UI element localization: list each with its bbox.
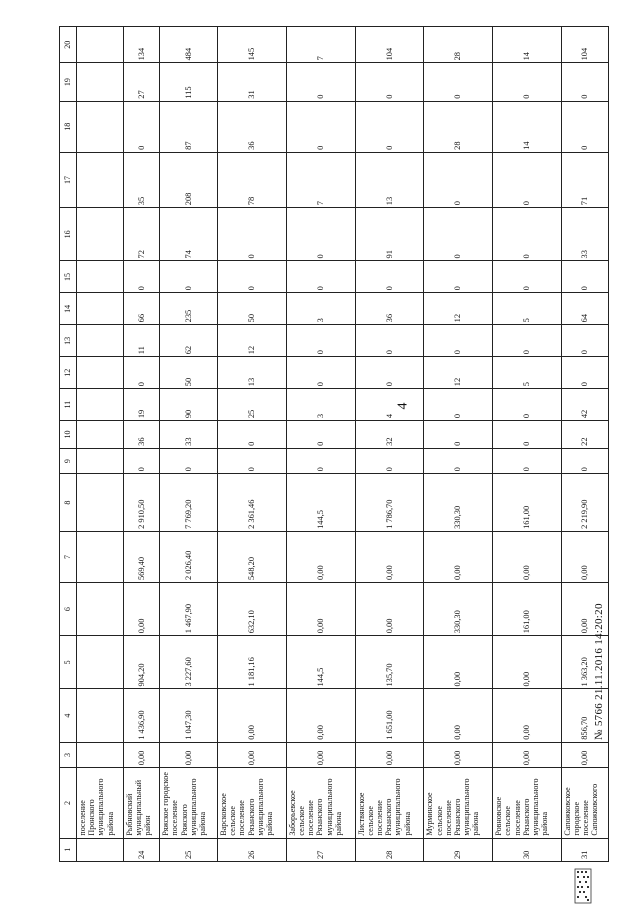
value-cell: 0: [286, 261, 355, 293]
value-cell: 0,00: [493, 689, 562, 742]
value-cell: 7 769,20: [160, 474, 218, 532]
value-cell: 13: [218, 357, 287, 389]
value-cell: 14: [493, 27, 562, 63]
municipality-name-cell: Заборьевское сельское поселение Рязанского муниципального района: [286, 768, 355, 838]
column-header: 10: [60, 421, 77, 449]
row-number-cell: 29: [424, 838, 493, 861]
column-header: 7: [60, 531, 77, 582]
value-cell: 0: [286, 357, 355, 389]
value-cell: 330,30: [424, 583, 493, 636]
value-cell: 0,00: [286, 531, 355, 582]
value-cell: 72: [124, 208, 160, 261]
value-cell: [77, 448, 124, 474]
value-cell: 1 651,00: [355, 689, 424, 742]
value-cell: [77, 636, 124, 689]
value-cell: 0,00: [286, 689, 355, 742]
column-header: 1: [60, 838, 77, 861]
value-cell: 0: [493, 63, 562, 101]
column-header: 8: [60, 474, 77, 532]
column-header: 16: [60, 208, 77, 261]
value-cell: 11: [124, 325, 160, 357]
row-number-cell: [77, 838, 124, 861]
value-cell: 3: [286, 389, 355, 421]
value-cell: 0: [355, 101, 424, 152]
column-header: 15: [60, 261, 77, 293]
value-cell: 0: [286, 421, 355, 449]
value-cell: 0: [124, 357, 160, 389]
rotated-table-container: [59, 26, 609, 862]
column-header: 13: [60, 325, 77, 357]
value-cell: 35: [124, 152, 160, 207]
value-cell: 0: [493, 421, 562, 449]
value-cell: 50: [218, 293, 287, 325]
table-row: [124, 27, 160, 862]
value-cell: 33: [160, 421, 218, 449]
registration-stamp: № 5766 21.11.2016 14:20:20: [593, 603, 605, 740]
value-cell: 74: [160, 208, 218, 261]
table-row: [77, 27, 124, 862]
value-cell: 144,5: [286, 636, 355, 689]
value-cell: [77, 261, 124, 293]
value-cell: 0: [561, 357, 608, 389]
value-cell: 0: [286, 101, 355, 152]
value-cell: 0: [561, 325, 608, 357]
value-cell: 0: [124, 261, 160, 293]
value-cell: 134: [124, 27, 160, 63]
municipality-name-cell: Мурминское сельское поселение Рязанского муниципального района: [424, 768, 493, 838]
value-cell: 31: [218, 63, 287, 101]
value-cell: 0,00: [493, 742, 562, 768]
value-cell: 19: [124, 389, 160, 421]
value-cell: [77, 474, 124, 532]
page-number: 4: [395, 402, 411, 410]
row-number-cell: 30: [493, 838, 562, 861]
value-cell: 3: [286, 293, 355, 325]
value-cell: 14: [493, 101, 562, 152]
value-cell: 25: [218, 389, 287, 421]
value-cell: 0,00: [286, 742, 355, 768]
table-body: [77, 27, 609, 862]
value-cell: 0,00: [286, 583, 355, 636]
column-header: 20: [60, 27, 77, 63]
value-cell: 145: [218, 27, 287, 63]
value-cell: 115: [160, 63, 218, 101]
value-cell: 22: [561, 421, 608, 449]
value-cell: 161,00: [493, 583, 562, 636]
value-cell: 87: [160, 101, 218, 152]
value-cell: 0,00: [424, 742, 493, 768]
value-cell: 0: [424, 389, 493, 421]
value-cell: 0: [355, 261, 424, 293]
value-cell: [77, 325, 124, 357]
value-cell: 0: [561, 261, 608, 293]
value-cell: 161,00: [493, 474, 562, 532]
value-cell: 0,00: [493, 531, 562, 582]
value-cell: 0: [561, 63, 608, 101]
value-cell: 28: [424, 27, 493, 63]
value-cell: 0,00: [561, 742, 608, 768]
value-cell: 0: [286, 208, 355, 261]
column-header: 3: [60, 742, 77, 768]
value-cell: 0: [493, 325, 562, 357]
municipality-name-cell: Листвянское сельское поселение Рязанского муниципального района: [355, 768, 424, 838]
value-cell: 0,00: [424, 689, 493, 742]
value-cell: 12: [218, 325, 287, 357]
value-cell: 0: [561, 101, 608, 152]
value-cell: 0: [424, 448, 493, 474]
value-cell: 5: [493, 293, 562, 325]
column-header: 6: [60, 583, 77, 636]
value-cell: 0,00: [424, 636, 493, 689]
value-cell: 7: [286, 152, 355, 207]
column-header: 18: [60, 101, 77, 152]
value-cell: 71: [561, 152, 608, 207]
value-cell: 0: [493, 152, 562, 207]
row-number-cell: 26: [218, 838, 287, 861]
value-cell: [77, 152, 124, 207]
column-header: 4: [60, 689, 77, 742]
value-cell: 62: [160, 325, 218, 357]
value-cell: 0,00: [424, 531, 493, 582]
municipality-name-cell: поселение Пронского муниципального района: [77, 768, 124, 838]
value-cell: 0,00: [355, 583, 424, 636]
value-cell: 104: [561, 27, 608, 63]
value-cell: 0,00: [561, 583, 608, 636]
value-cell: 0: [355, 448, 424, 474]
value-cell: 0: [218, 448, 287, 474]
value-cell: 484: [160, 27, 218, 63]
municipality-name-cell: Сапожковское городское поселение Сапожковского: [561, 768, 608, 838]
value-cell: 0: [218, 421, 287, 449]
value-cell: 0,00: [493, 636, 562, 689]
value-cell: 32: [355, 421, 424, 449]
value-cell: 569,40: [124, 531, 160, 582]
municipality-name-cell: Ровновское сельское поселение Рязанского муниципального района: [493, 768, 562, 838]
value-cell: 0: [218, 208, 287, 261]
row-number-cell: 28: [355, 838, 424, 861]
municipality-name-cell: Варсковское сельское поселение Рязанского муниципального района: [218, 768, 287, 838]
value-cell: 4: [355, 389, 424, 421]
value-cell: 0: [493, 261, 562, 293]
value-cell: 2 026,40: [160, 531, 218, 582]
value-cell: [77, 27, 124, 63]
table-row: [160, 27, 218, 862]
value-cell: 0: [424, 152, 493, 207]
value-cell: [77, 689, 124, 742]
column-header: 12: [60, 357, 77, 389]
value-cell: [77, 63, 124, 101]
column-header: 19: [60, 63, 77, 101]
value-cell: 0: [355, 357, 424, 389]
value-cell: 235: [160, 293, 218, 325]
value-cell: 856,70: [561, 689, 608, 742]
value-cell: 2 219,90: [561, 474, 608, 532]
row-number-cell: 25: [160, 838, 218, 861]
value-cell: [77, 742, 124, 768]
value-cell: 0,00: [355, 742, 424, 768]
column-header: 17: [60, 152, 77, 207]
value-cell: [77, 583, 124, 636]
value-cell: 0: [424, 261, 493, 293]
value-cell: [77, 389, 124, 421]
value-cell: 0: [424, 421, 493, 449]
value-cell: 0,00: [561, 531, 608, 582]
value-cell: 12: [424, 293, 493, 325]
value-cell: 0: [124, 448, 160, 474]
value-cell: 0,00: [124, 583, 160, 636]
value-cell: 0,00: [218, 689, 287, 742]
row-number-cell: 27: [286, 838, 355, 861]
value-cell: 2 361,46: [218, 474, 287, 532]
value-cell: 27: [124, 63, 160, 101]
value-cell: 33: [561, 208, 608, 261]
value-cell: 632,10: [218, 583, 287, 636]
value-cell: 0: [493, 448, 562, 474]
value-cell: 1 047,30: [160, 689, 218, 742]
value-cell: 42: [561, 389, 608, 421]
column-header: 2: [60, 768, 77, 838]
barcode-stamp-icon: [574, 868, 592, 904]
value-cell: 1 786,70: [355, 474, 424, 532]
value-cell: 330,30: [424, 474, 493, 532]
value-cell: 7: [286, 27, 355, 63]
table-row: [286, 27, 355, 862]
column-header: 9: [60, 448, 77, 474]
column-header: 11: [60, 389, 77, 421]
table-row: [218, 27, 287, 862]
value-cell: 0: [424, 63, 493, 101]
value-cell: 90: [160, 389, 218, 421]
value-cell: 0: [286, 448, 355, 474]
value-cell: 78: [218, 152, 287, 207]
value-cell: 548,20: [218, 531, 287, 582]
value-cell: 66: [124, 293, 160, 325]
value-cell: 208: [160, 152, 218, 207]
value-cell: [77, 421, 124, 449]
value-cell: [77, 101, 124, 152]
value-cell: 36: [124, 421, 160, 449]
value-cell: 0: [424, 208, 493, 261]
value-cell: 5: [493, 357, 562, 389]
value-cell: 0: [286, 325, 355, 357]
value-cell: 0,00: [160, 742, 218, 768]
table-row: [355, 27, 424, 862]
value-cell: [77, 208, 124, 261]
value-cell: 144,5: [286, 474, 355, 532]
value-cell: 104: [355, 27, 424, 63]
value-cell: 1 181,16: [218, 636, 287, 689]
value-cell: [77, 293, 124, 325]
value-cell: 2 910,50: [124, 474, 160, 532]
column-header: 5: [60, 636, 77, 689]
value-cell: 50: [160, 357, 218, 389]
value-cell: 12: [424, 357, 493, 389]
value-cell: 91: [355, 208, 424, 261]
municipality-name-cell: Ряжское городское поселение Ряжского муниципального района: [160, 768, 218, 838]
value-cell: 0: [124, 101, 160, 152]
column-header: 14: [60, 293, 77, 325]
value-cell: 0: [218, 261, 287, 293]
value-cell: 36: [355, 293, 424, 325]
value-cell: [77, 531, 124, 582]
value-cell: 0: [160, 448, 218, 474]
value-cell: 64: [561, 293, 608, 325]
value-cell: 0: [424, 325, 493, 357]
value-cell: [77, 357, 124, 389]
table-row: [493, 27, 562, 862]
value-cell: 0: [160, 261, 218, 293]
value-cell: 0,00: [218, 742, 287, 768]
value-cell: 1 436,90: [124, 689, 160, 742]
value-cell: 0: [493, 208, 562, 261]
value-cell: 36: [218, 101, 287, 152]
value-cell: 0: [355, 63, 424, 101]
value-cell: 0: [286, 63, 355, 101]
data-table: [59, 26, 609, 862]
value-cell: 0,00: [124, 742, 160, 768]
value-cell: 28: [424, 101, 493, 152]
value-cell: 0,00: [355, 531, 424, 582]
value-cell: 904,20: [124, 636, 160, 689]
value-cell: 0: [355, 325, 424, 357]
municipality-name-cell: Рыбновский муниципальный район: [124, 768, 160, 838]
header-row: [60, 27, 77, 862]
value-cell: 135,70: [355, 636, 424, 689]
value-cell: 0: [493, 389, 562, 421]
value-cell: 13: [355, 152, 424, 207]
row-number-cell: 24: [124, 838, 160, 861]
value-cell: 1 467,90: [160, 583, 218, 636]
value-cell: 3 227,60: [160, 636, 218, 689]
value-cell: 1 363,20: [561, 636, 608, 689]
value-cell: 0: [561, 448, 608, 474]
row-number-cell: 31: [561, 838, 608, 861]
table-row: [424, 27, 493, 862]
